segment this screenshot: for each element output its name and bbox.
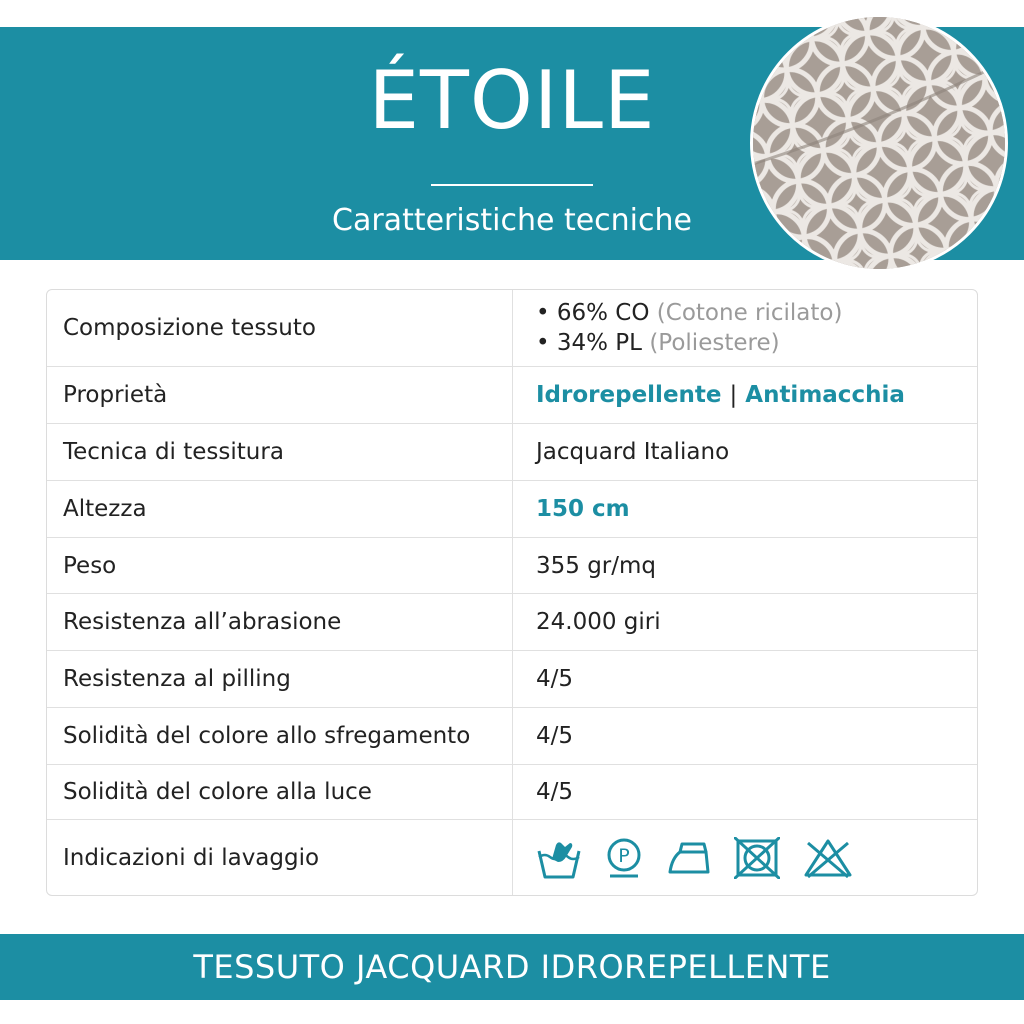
no-bleach-icon (802, 837, 854, 879)
row-value: 4/5 (536, 723, 574, 749)
dry-clean-letter: P (618, 844, 630, 867)
table-row (47, 651, 977, 708)
composition-polyester-note: (Poliestere) (649, 330, 780, 356)
row-value (536, 367, 966, 423)
title-divider (431, 184, 593, 186)
row-value (536, 290, 966, 366)
row-label: Indicazioni di lavaggio (63, 844, 320, 871)
hand-wash-icon (536, 837, 582, 879)
row-value: 4/5 (536, 779, 574, 805)
table-row (47, 481, 977, 538)
table-row (47, 820, 977, 895)
row-value: 4/5 (536, 666, 574, 692)
row-label: Tecnica di tessitura (63, 439, 284, 465)
composition-polyester: • 34% PL (536, 330, 642, 356)
footer-text: TESSUTO JACQUARD IDROREPELLENTE (193, 948, 831, 986)
row-label: Solidità del colore alla luce (63, 779, 372, 805)
row-value: 355 gr/mq (536, 552, 657, 579)
fabric-swatch-image (750, 14, 1008, 272)
row-value: Jacquard Italiano (536, 439, 730, 465)
table-row (47, 367, 977, 424)
row-label: Altezza (63, 496, 147, 522)
table-row (47, 290, 977, 367)
row-value: 24.000 giri (536, 609, 661, 635)
footer-banner (0, 934, 1024, 1000)
no-tumble-dry-icon (734, 837, 780, 879)
product-title: ÉTOILE (368, 54, 656, 147)
iron-icon (666, 838, 712, 878)
row-label: Proprietà (63, 382, 168, 408)
table-row (47, 594, 977, 651)
table-row (47, 424, 977, 481)
table-row (47, 765, 977, 820)
dry-clean-p-icon (604, 837, 644, 879)
property-stain-resistant: Antimacchia (745, 382, 905, 408)
row-label: Peso (63, 552, 117, 579)
table-row (47, 708, 977, 765)
row-label: Resistenza all’abrasione (63, 609, 342, 635)
spec-table (46, 289, 978, 896)
row-label: Solidità del colore allo sfregamento (63, 723, 471, 749)
height-value: 150 cm (536, 496, 630, 522)
row-label: Composizione tessuto (63, 315, 316, 341)
composition-cotton-note: (Cotone ricilato) (656, 300, 843, 326)
row-value (536, 820, 966, 895)
row-label: Resistenza al pilling (63, 666, 291, 692)
composition-cotton: • 66% CO (536, 300, 650, 326)
page-subtitle: Caratteristiche tecniche (332, 203, 692, 238)
property-water-repellent: Idrorepellente (536, 382, 722, 408)
table-row (47, 538, 977, 594)
row-value (536, 481, 966, 537)
property-separator: | (729, 382, 738, 408)
